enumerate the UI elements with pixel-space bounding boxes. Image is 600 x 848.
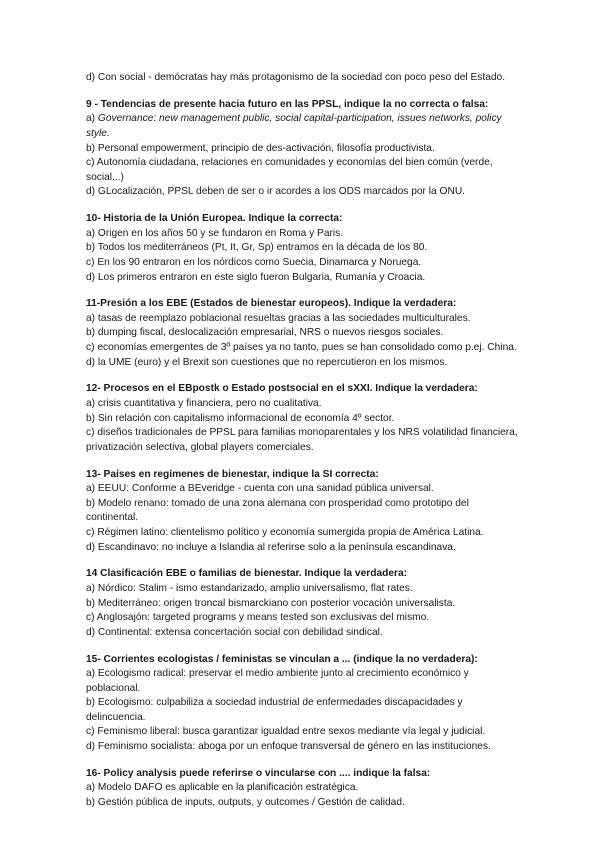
question-title: 14 Clasificación EBE o familias de bienestar. Indique la verdadera: [86,568,408,580]
option-a-italic-line2: style. [86,127,110,139]
question-title: 12- Procesos en el EBpostk o Estado postsocial en el sXXI. Indique la verdadera: [86,383,478,395]
intro-line: d) Con social - demócratas hay más protagonismo de la sociedad con poco peso del Estado. [86,72,506,83]
question-title: 13- Países en regímenes de bienestar, indique la SI correcta: [86,468,379,480]
question-title: 16- Policy analysis puede referirse o vincularse con .... indique la falsa: [86,767,431,779]
option-b-line2: delincuencia. [86,711,146,723]
option-c: c) Feminismo liberal: busca garantizar igualdad entre sexos mediante vía legal y judicial. [86,726,486,738]
option-b: b) Gestión pública de inputs, outputs, y outcomes / Gestión de calidad. [86,797,405,809]
option-c: c) economías emergentes de 3º países ya no tanto, pues se han consolidado como p.ej. China. [86,342,517,354]
option-a: a) Origen en los años 50 y se fundaron en Roma y Paris. [86,227,344,239]
option-c: c) Régimen latino: clientelismo político y economía sumergida propia de América Latina. [86,526,484,538]
question-title: 9 - Tendencias de presente hacia futuro en las PPSL, indique la no correcta o falsa: [86,98,489,110]
option-d: d) Continental: extensa concertación social con debilidad sindical. [86,626,383,638]
option-b: b) Mediterráneo: origen troncal bismarckiano con posterior vocación universalista. [86,597,456,609]
option-c-line2: privatización selectiva, global players comerciales. [86,441,314,453]
question-title: 11-Presión a los EBE (Estados de bienestar europeos). Indique la verdadera: [86,298,457,310]
option-b-line1: b) Ecologismo: culpabiliza a sociedad industrial de enfermedades discapacidades y [86,697,463,709]
question-title: 15- Corrientes ecologistas / feministas se vinculan a ... (indique la no verdadera): [86,653,478,665]
option-b-line2: continental. [86,512,139,524]
option-a: a) crisis cuantitativa y financiera, pero no cualitativa. [86,398,322,410]
option-c-line1: c) Autonomía ciudadana, relaciones en comunidades y economías del bien común (verde, [86,157,493,169]
option-a: a) tasas de reemplazo poblacional resueltas gracias a las sociedades multiculturales. [86,312,471,324]
question-11 [86,297,540,370]
option-a-line2: poblacional. [86,682,141,694]
option-c-line2: social...) [86,171,124,183]
option-b: b) Sin relación con capitalismo informacional de economía 4º sector. [86,412,395,424]
option-a: a) Nórdico: Stalim - ismo estandarizado, amplio universalismo, flat rates. [86,582,413,594]
question-12 [86,382,540,455]
option-c-line1: c) diseños tradicionales de PPSL para familias monoparentales y los NRS volatilidad financiera, [86,427,518,439]
option-d: d) Los primeros entraron en este siglo fueron Bulgaria, Rumanía y Croacia. [86,271,426,283]
option-d: d) Feminismo socialista: aboga por un enfoque transversal de género en las instituciones. [86,741,491,753]
option-d: d) Escandinavo: no incluye a Islandia al referirse solo a la península escandinava. [86,541,456,553]
question-14 [86,567,540,640]
option-c: c) En los 90 entraron en los nórdicos como Suecia, Dinamarca y Noruega. [86,256,422,268]
option-a-line1: a) Ecologismo radical: preservar el medio ambiente junto al crecimiento económico y [86,668,469,680]
question-title: 10- Historia de la Unión Europea. Indique la correcta: [86,213,343,225]
question-10 [86,212,540,285]
option-c: c) Anglosajón: targeted programs y means tested son exclusivas del mismo. [86,612,430,624]
question-16 [86,767,540,811]
question-15 [86,653,540,755]
question-13 [86,468,540,556]
option-a: a) Modelo DAFO es aplicable en la planificación estratégica. [86,782,359,794]
option-b-line1: b) Modelo renano: tomado de una zona alemana con prosperidad como prototipo del [86,497,469,509]
option-b: b) Personal empowerment, principio de des-activación, filosofía productivista. [86,142,435,154]
option-a: a) EEUU: Conforme a BEveridge - cuenta con una sanidad pública universal. [86,483,434,495]
option-a: a) Governance: new management public, social capital-participation, issues networks, policy [86,113,502,125]
option-b: b) dumping fiscal, deslocalización empresarial, NRS o nuevos riesgos sociales. [86,327,444,339]
option-a-italic-line1: Governance: new management public, social capital-participation, issues networks, policy [97,113,502,125]
option-d: d) la UME (euro) y el Brexit son cuestiones que no repercutieron en los mismos. [86,356,448,368]
question-9 [86,98,540,200]
option-b: b) Todos los mediterráneos (Pt, It, Gr, Sp) entramos en la década de los 80. [86,242,428,254]
option-d: d) GLocalización, PPSL deben de ser o ir acordes a los ODS marcados por la ONU. [86,186,466,198]
